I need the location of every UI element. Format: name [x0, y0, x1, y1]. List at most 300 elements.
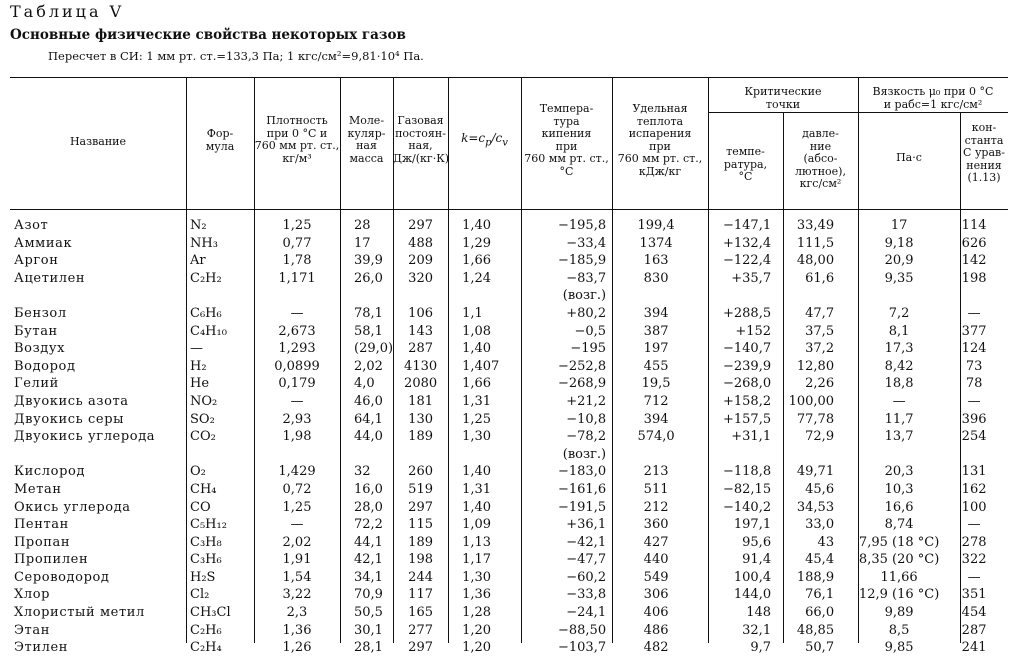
cell-gas-name: Двуокись азота	[14, 393, 129, 409]
cell-critical-temperature: +158,2	[722, 393, 772, 409]
cell-critical-pressure: 37,2	[805, 341, 835, 357]
table-row	[10, 604, 998, 622]
cell-viscosity	[848, 446, 950, 464]
cell-molar-mass: 30,1	[354, 622, 383, 638]
cell-gas-constant: 181	[408, 393, 433, 409]
cell-k-ratio: 1,24	[462, 270, 492, 286]
header-line: кон-	[971, 121, 997, 134]
header-line: мула	[205, 139, 235, 153]
cell-gas-constant: 260	[408, 464, 433, 480]
cell-gas-name: Метан	[14, 481, 62, 497]
cell-gas-name: Воздух	[14, 341, 66, 357]
cell-viscosity: 9,35	[884, 270, 914, 286]
cell-gas-name: Окись углерода	[14, 499, 131, 515]
cell-viscosity: 13,7	[884, 429, 914, 445]
cell-boiling-point: −88,50	[557, 622, 607, 638]
cell-critical-pressure: 48,00	[796, 253, 835, 269]
cell-density: 1,54	[282, 569, 312, 585]
cell-density: 0,77	[282, 235, 312, 251]
cell-heat-of-vaporization: 163	[643, 253, 669, 269]
header-line: кДж/кг	[638, 164, 682, 178]
cell-formula: —	[190, 341, 203, 357]
cell-density: —	[290, 517, 304, 533]
cell-density: 1,36	[282, 622, 312, 638]
header-line: (1.13)	[967, 171, 1001, 184]
cell-molar-mass: 70,9	[354, 587, 383, 603]
gas-properties-table	[10, 217, 998, 657]
cell-gas-constant: 320	[408, 270, 433, 286]
header-line: Критические	[744, 85, 822, 98]
cell-gas-constant: 106	[408, 305, 433, 321]
cell-sutherland-constant: —	[967, 393, 981, 409]
header-line: ние	[809, 139, 832, 153]
cell-k-ratio: 1,40	[462, 218, 492, 233]
table-row	[10, 534, 998, 552]
cell-molar-mass: 34,1	[354, 569, 383, 585]
cell-boiling-point: −0,5	[574, 323, 607, 339]
cell-k-ratio: 1,1	[462, 305, 483, 321]
cell-k-ratio: 1,30	[462, 569, 492, 585]
cell-critical-pressure: 43	[817, 534, 835, 550]
cell-heat-of-vaporization: 394	[643, 305, 669, 321]
cell-gas-constant: 143	[408, 323, 433, 339]
cell-gas-name: Аргон	[14, 253, 59, 269]
cell-heat-of-vaporization: 830	[643, 270, 669, 286]
cell-viscosity: 11,7	[884, 411, 914, 427]
cell-gas-constant: 189	[408, 534, 433, 550]
header-line: кгс/см²	[799, 177, 842, 190]
cell-k-ratio: 1,30	[462, 429, 492, 445]
table-row	[10, 639, 998, 657]
cell-critical-temperature: 32,1	[742, 622, 772, 638]
cell-density: 1,78	[282, 253, 312, 269]
table-row	[10, 411, 998, 429]
cell-gas-constant: 2080	[404, 376, 438, 392]
cell-molar-mass: 28	[354, 218, 371, 233]
cell-density: —	[290, 393, 304, 409]
cell-k-ratio: 1,66	[462, 376, 492, 392]
cell-critical-temperature: −268,0	[722, 376, 772, 392]
header-density	[254, 115, 340, 165]
cell-critical-temperature: 95,6	[742, 534, 772, 550]
cell-density: 2,02	[282, 534, 312, 550]
conversion-note: Пересчет в СИ: 1 мм рт. ст.=133,3 Па; 1 кгс/см²=9,81·10⁴ Па.	[48, 49, 424, 63]
cell-sutherland-constant: 396	[961, 411, 987, 427]
cell-viscosity: 20,9	[884, 253, 914, 269]
cell-heat-of-vaporization: 360	[643, 517, 669, 533]
viscosity-subrule	[858, 112, 1008, 113]
cell-gas-constant	[393, 446, 448, 464]
cell-viscosity: 8,42	[884, 358, 914, 374]
header-k: $k=c_p/c_v$	[461, 131, 508, 149]
cell-molar-mass: 4,0	[354, 376, 375, 392]
table-row	[10, 340, 998, 358]
cell-viscosity: —	[892, 393, 906, 409]
table-row	[10, 481, 998, 499]
cell-heat-of-vaporization: 482	[643, 640, 669, 656]
cell-heat-of-vaporization: 197	[643, 341, 669, 357]
cell-formula: Cl₂	[190, 587, 210, 603]
cell-sutherland-constant: 287	[961, 622, 987, 638]
cell-boiling-point: +80,2	[566, 305, 607, 321]
cell-heat-of-vaporization: 427	[643, 534, 669, 550]
cell-boiling-point: (возг.)	[562, 446, 607, 462]
table-row	[10, 446, 998, 464]
cell-critical-temperature: 91,4	[742, 552, 772, 568]
cell-boiling-point: +36,1	[566, 517, 607, 533]
cell-critical-temperature	[700, 287, 775, 305]
cell-boiling-point: −42,1	[566, 534, 607, 550]
cell-molar-mass: 50,5	[354, 605, 383, 621]
cell-k-ratio: 1,66	[462, 253, 492, 269]
table-row	[10, 499, 998, 517]
cell-k-ratio: 1,13	[462, 534, 492, 550]
cell-formula: C₆H₆	[190, 305, 222, 321]
cell-critical-pressure: 66,0	[805, 605, 835, 621]
cell-density: 2,93	[282, 411, 312, 427]
cell-critical-pressure: 49,71	[796, 464, 835, 480]
cell-sutherland-constant: —	[967, 517, 981, 533]
header-line: Плотность	[266, 114, 328, 127]
cell-sutherland-constant: 114	[961, 218, 987, 233]
cell-viscosity: 9,85	[884, 640, 914, 656]
cell-viscosity: 12,9 (16 °С)	[858, 587, 940, 603]
cell-critical-temperature: +157,5	[722, 411, 772, 427]
cell-k-ratio	[448, 446, 521, 464]
header-line: Фор-	[206, 127, 234, 140]
cell-viscosity: 17,3	[884, 341, 914, 357]
cell-heat-of-vaporization: 199,4	[637, 218, 675, 233]
header-line: 760 мм рт. ст.,	[524, 152, 609, 165]
header-line: °С	[559, 164, 574, 178]
header-line: куляр-	[347, 126, 386, 140]
cell-critical-pressure: 111,5	[796, 235, 835, 251]
cell-boiling-point: −185,9	[557, 253, 607, 269]
cell-viscosity: 11,66	[880, 569, 918, 585]
cell-gas-name: Этан	[14, 622, 50, 638]
cell-formula: NO₂	[190, 393, 218, 409]
cell-formula: C₅H₁₂	[190, 517, 227, 533]
cell-sutherland-constant: 124	[961, 341, 987, 357]
table-row	[10, 305, 998, 323]
cell-heat-of-vaporization: 440	[643, 552, 669, 568]
cell-formula: CH₃Cl	[190, 605, 231, 621]
cell-critical-temperature: −239,9	[722, 358, 772, 374]
header-line: ная,	[408, 139, 433, 152]
cell-formula: NH₃	[190, 235, 218, 251]
header-line: Удельная	[632, 102, 688, 115]
cell-gas-constant: 297	[408, 640, 433, 656]
header-line: тура	[553, 114, 580, 128]
cell-gas-constant	[393, 287, 448, 305]
cell-heat-of-vaporization: 394	[643, 411, 669, 427]
table-row	[10, 516, 998, 534]
header-formula	[186, 128, 254, 153]
table-row	[10, 323, 998, 341]
header-visc-units: Па·с	[896, 151, 922, 164]
header-line: станта	[964, 133, 1004, 147]
cell-sutherland-constant: 78	[965, 376, 983, 392]
cell-gas-constant: 130	[408, 411, 433, 427]
table-row	[10, 569, 998, 587]
cell-critical-pressure: 76,1	[805, 587, 835, 603]
cell-molar-mass: 44,1	[354, 534, 383, 550]
table-row	[10, 586, 998, 604]
cell-gas-constant: 488	[408, 235, 433, 251]
cell-heat-of-vaporization	[612, 446, 700, 464]
cell-gas-name: Пропан	[14, 534, 71, 550]
cell-gas-constant: 117	[408, 587, 433, 603]
cell-sutherland-constant: 626	[961, 235, 987, 251]
cell-molar-mass: 42,1	[354, 552, 383, 568]
cell-gas-name: Пентан	[14, 517, 69, 533]
cell-k-ratio: 1,20	[462, 622, 492, 638]
cell-molar-mass: 58,1	[354, 323, 383, 339]
cell-viscosity: 7,2	[888, 305, 910, 321]
cell-critical-pressure: 50,7	[805, 640, 835, 656]
header-line: давле-	[802, 127, 839, 140]
cell-critical-pressure	[775, 287, 848, 305]
cell-boiling-point: −161,6	[557, 481, 607, 497]
header-line: 760 мм рт. ст.,	[254, 139, 340, 152]
cell-k-ratio: 1,31	[462, 393, 492, 409]
header-name: Название	[69, 135, 127, 148]
cell-viscosity: 10,3	[884, 481, 914, 497]
cell-molar-mass: 64,1	[354, 411, 383, 427]
cell-viscosity: 18,8	[884, 376, 914, 392]
cell-molar-mass: 44,0	[354, 429, 383, 445]
cell-k-ratio: 1,09	[462, 517, 492, 533]
cell-gas-name: Хлористый метил	[14, 605, 145, 621]
cell-boiling-point: −191,5	[557, 499, 607, 515]
header-line: ная	[356, 139, 377, 152]
header-crit-pressure	[783, 128, 858, 191]
cell-formula: H₂	[190, 358, 207, 374]
table-row	[10, 217, 998, 235]
table-row	[10, 463, 998, 481]
cell-gas-name: Двуокись углерода	[14, 429, 156, 445]
header-line: Вязкость μ₀ при 0 °С	[872, 85, 994, 98]
cell-critical-temperature: −147,1	[722, 218, 772, 233]
cell-formula: C₂H₂	[190, 270, 222, 286]
cell-boiling-point: −33,4	[566, 235, 607, 251]
cell-critical-temperature: 144,0	[733, 587, 772, 603]
cell-k-ratio: 1,28	[462, 605, 492, 621]
cell-critical-pressure: 2,26	[805, 376, 835, 392]
cell-sutherland-constant: 254	[961, 429, 987, 445]
cell-gas-name: Сероводород	[14, 569, 110, 585]
header-line: при	[555, 139, 578, 153]
cell-density: 1,293	[278, 341, 316, 357]
cell-sutherland-constant: —	[967, 569, 981, 585]
cell-heat-of-vaporization: 306	[643, 587, 669, 603]
header-line: Дж/(кг·К)	[393, 151, 449, 165]
cell-critical-pressure: 47,7	[805, 305, 835, 321]
cell-density	[254, 287, 340, 305]
cell-molar-mass	[340, 287, 393, 305]
cell-sutherland-constant: 454	[961, 605, 987, 621]
cell-critical-pressure: 33,49	[796, 218, 835, 233]
header-molar-mass	[340, 115, 393, 165]
cell-density: 1,171	[278, 270, 316, 286]
cell-heat-of-vaporization	[612, 287, 700, 305]
cell-boiling-point: −195,8	[557, 218, 607, 233]
cell-critical-temperature	[700, 446, 775, 464]
header-crit-temp	[708, 146, 783, 184]
cell-formula: SO₂	[190, 411, 215, 427]
cell-gas-constant: 115	[408, 517, 433, 533]
cell-sutherland-constant: 100	[961, 499, 987, 515]
cell-critical-temperature: +288,5	[722, 305, 772, 321]
cell-gas-constant: 165	[408, 605, 433, 621]
cell-density: 1,25	[282, 499, 312, 515]
cell-sutherland-constant: 278	[961, 534, 987, 550]
cell-heat-of-vaporization: 511	[643, 481, 669, 497]
cell-k-ratio: 1,40	[462, 499, 492, 515]
cell-critical-pressure: 48,85	[796, 622, 835, 638]
cell-critical-pressure: 34,53	[796, 499, 835, 515]
header-line: кипения	[541, 127, 592, 140]
cell-gas-constant: 519	[408, 481, 433, 497]
cell-gas-constant: 287	[408, 341, 433, 357]
cell-viscosity: 8,35 (20 °С)	[858, 552, 940, 568]
cell-sutherland-constant: 131	[961, 464, 987, 480]
cell-molar-mass: 78,1	[354, 305, 383, 321]
cell-formula: CO₂	[190, 429, 216, 445]
cell-k-ratio: 1,40	[462, 341, 492, 357]
cell-viscosity: 7,95 (18 °С)	[858, 534, 940, 550]
cell-viscosity: 20,3	[884, 464, 914, 480]
header-line: нения	[966, 158, 1002, 172]
cell-formula: CO	[190, 499, 211, 515]
cell-critical-temperature: +152	[735, 323, 772, 339]
cell-gas-name: Ацетилен	[14, 270, 86, 286]
cell-sutherland-constant: 322	[961, 552, 987, 568]
cell-gas-name: Бензол	[14, 305, 67, 321]
cell-density: 2,3	[286, 605, 308, 621]
cell-density: 3,22	[282, 587, 312, 603]
cell-molar-mass: 26,0	[354, 270, 383, 286]
cell-k-ratio: 1,25	[462, 411, 492, 427]
header-line: испарения	[628, 127, 692, 140]
cell-heat-of-vaporization: 19,5	[641, 376, 671, 392]
cell-molar-mass: 16,0	[354, 481, 383, 497]
cell-boiling-point: −252,8	[557, 358, 607, 374]
cell-sutherland-constant: 377	[961, 323, 987, 339]
header-line: Газовая	[397, 114, 444, 127]
cell-viscosity: 8,1	[888, 323, 910, 339]
cell-gas-name: Этилен	[14, 640, 69, 656]
cell-formula	[186, 446, 254, 464]
header-line: °С	[738, 170, 753, 183]
cell-formula: C₃H₆	[190, 552, 222, 568]
header-line: Моле-	[348, 114, 385, 127]
cell-molar-mass: 72,2	[354, 517, 383, 533]
header-line: при	[649, 139, 671, 153]
cell-critical-temperature: 9,7	[750, 640, 772, 656]
cell-formula: C₂H₄	[190, 640, 222, 656]
header-line: С урав-	[963, 146, 1005, 159]
cell-boiling-point: −10,8	[566, 411, 607, 427]
table-title: Основные физические свойства некоторых газов	[10, 27, 406, 43]
cell-gas-name: Двуокись серы	[14, 411, 125, 427]
cell-heat-of-vaporization: 549	[643, 569, 669, 585]
cell-heat-of-vaporization: 455	[643, 358, 669, 374]
cell-critical-temperature: −140,7	[722, 341, 772, 357]
cell-heat-of-vaporization: 213	[643, 464, 669, 480]
cell-viscosity	[848, 287, 950, 305]
cell-gas-constant: 297	[408, 218, 433, 233]
table-row	[10, 622, 998, 640]
table-row	[10, 551, 998, 569]
header-line: при 0 °С и	[266, 126, 328, 140]
header-line: темпе-	[726, 145, 765, 158]
cell-density: 1,429	[278, 464, 316, 480]
cell-gas-name	[10, 446, 186, 464]
cell-sutherland-constant: 198	[961, 270, 987, 286]
cell-sutherland-constant: —	[967, 305, 981, 321]
cell-heat-of-vaporization: 486	[643, 622, 669, 638]
cell-critical-temperature: −118,8	[722, 464, 772, 480]
header-boiling	[521, 103, 612, 178]
header-heat	[612, 103, 708, 178]
table-row	[10, 252, 998, 270]
cell-heat-of-vaporization: 406	[643, 605, 669, 621]
cell-critical-temperature: −140,2	[722, 499, 772, 515]
header-line: теплота	[636, 114, 684, 128]
header-viscosity	[858, 86, 1008, 111]
cell-critical-pressure: 77,78	[796, 411, 835, 427]
cell-boiling-point: −268,9	[557, 376, 607, 392]
cell-gas-constant: 277	[408, 622, 433, 638]
cell-viscosity: 8,5	[888, 622, 910, 638]
table-row	[10, 358, 998, 376]
cell-molar-mass: (29,0)	[354, 341, 394, 357]
cell-heat-of-vaporization: 574,0	[637, 429, 675, 445]
header-line: лютное),	[795, 164, 846, 178]
cell-molar-mass: 28,0	[354, 499, 383, 515]
cell-sutherland-constant: 241	[961, 640, 987, 656]
cell-k-ratio	[448, 287, 521, 305]
cell-heat-of-vaporization: 212	[643, 499, 669, 515]
header-gas-constant	[393, 115, 448, 165]
cell-density: 0,179	[278, 376, 316, 392]
cell-sutherland-constant: 142	[961, 253, 987, 269]
cell-formula: N₂	[190, 218, 207, 233]
cell-critical-pressure: 33,0	[805, 517, 835, 533]
cell-k-ratio: 1,20	[462, 640, 492, 656]
cell-critical-pressure: 45,4	[805, 552, 835, 568]
cell-formula	[186, 287, 254, 305]
cell-boiling-point: −24,1	[566, 605, 607, 621]
header-critical	[708, 86, 858, 111]
cell-molar-mass: 2,02	[354, 358, 383, 374]
header-line: ратура,	[723, 157, 768, 171]
cell-gas-name	[10, 287, 186, 305]
cell-critical-temperature: −122,4	[722, 253, 772, 269]
cell-critical-pressure: 72,9	[805, 429, 835, 445]
cell-gas-constant: 244	[408, 569, 433, 585]
cell-critical-pressure: 61,6	[805, 270, 835, 286]
cell-gas-constant: 209	[408, 253, 433, 269]
cell-formula: C₄H₁₀	[190, 323, 227, 339]
cell-density: 1,91	[282, 552, 312, 568]
cell-formula: C₃H₈	[190, 534, 222, 550]
cell-critical-pressure: 45,6	[805, 481, 835, 497]
cell-density: 1,25	[282, 218, 312, 233]
header-line: постоян-	[395, 126, 446, 140]
cell-boiling-point: −103,7	[557, 640, 607, 656]
